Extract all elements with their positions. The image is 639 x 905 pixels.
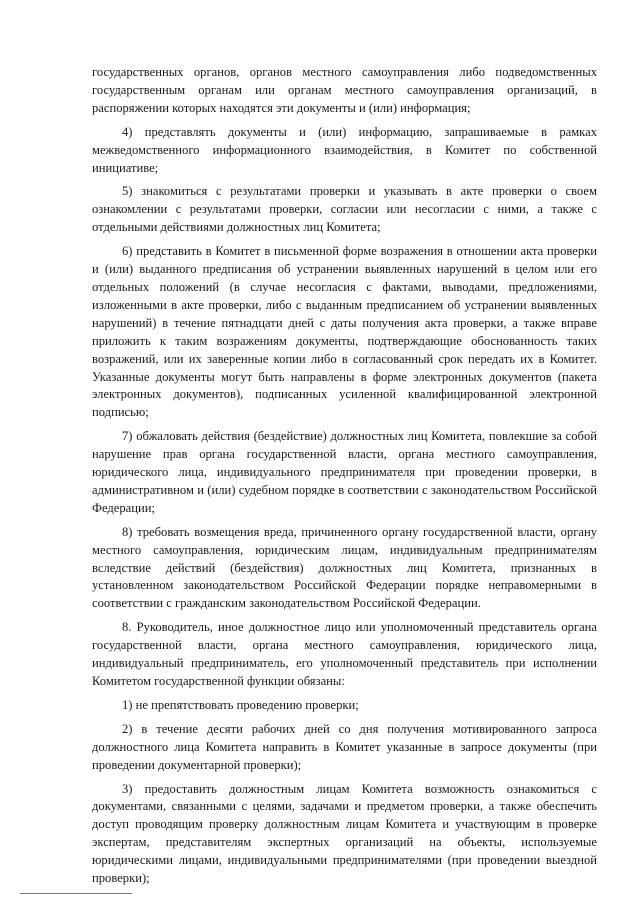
paragraph-item-7: 7) обжаловать действия (бездействие) должностных лиц Комитета, повлекшие за собой нарушение прав органа государственной власти, органа местного самоуправления, юридического лица, индивидуального предпринимателя при проведении проверки, в административном и (или) судебном порядке в соответствии с законодательством Российской Федерации;: [92, 429, 597, 515]
document-page: [92, 64, 597, 894]
paragraph-item-6: 6) представить в Комитет в письменной форме возражения в отношении акта проверки и (или) выданного предписания об устранении выявленных нарушений в целом или его отдельных положений (в случае несогласия с фактами, выводами, предложениями, изложенными в акте проверки, либо с выданным предписанием об устранении выявленных нарушений) в течение пятнадцати дней с даты получения акта проверки, а также вправе приложить к таким возражениям документы, подтверждающие обоснованность таких возражений, или их заверенные копии либо в согласованный срок передать их в Комитет. Указанные документы могут быть направлены в форме электронных документов (пакета электронных документов), подписанных усиленной квалифицированной электронной подписью;: [92, 244, 597, 420]
duty-item-2: 2) в течение десяти рабочих дней со дня получения мотивированного запроса должностного лица Комитета направить в Комитет указанные в запросе документы (при проведении документарной проверки);: [92, 721, 597, 772]
footer-divider: [20, 893, 132, 894]
paragraph-continuation: государственных органов, органов местного самоуправления либо подведомственных государственным органам или органам местного самоуправления организаций, в распоряжении которых находятся эти документы и (или) информация;: [92, 65, 597, 115]
paragraph-item-8: 8) требовать возмещения вреда, причиненного органу государственной власти, органу местного самоуправления, юридическим лицам, индивидуальным предпринимателям вследствие действий (бездействия) должностных лиц Комитета, признанных в установленном законодательством Российской Федерации порядке неправомерными в соответствии с гражданским законодательством Российской Федерации.: [92, 524, 597, 611]
paragraph-item-5: 5) знакомиться с результатами проверки и указывать в акте проверки о своем ознакомлении с результатами проверки, согласии или несогласии с ними, а также с отдельными действиями должностных лиц Комитета;: [92, 184, 597, 235]
section-8-heading-paragraph: 8. Руководитель, иное должностное лицо или уполномоченный представитель органа государственной власти, органа местного самоуправления, юридического лица, индивидуальный предприниматель, его уполномоченный представитель при исполнении Комитетом государственной функции обязаны:: [92, 620, 597, 688]
duty-item-3: 3) предоставить должностным лицам Комитета возможность ознакомиться с документами, связанными с целями, задачами и предметом проверки, а также обеспечить доступ проводящим проверку должностным лицам Комитета и участвующим в проверке экспертам, представителям экспертных организаций на объекты, используемые юридическими лицами, индивидуальными предпринимателями (при проведении выездной проверки);: [92, 781, 597, 886]
duty-item-1: 1) не препятствовать проведению проверки;: [122, 697, 359, 712]
paragraph-item-4: 4) представлять документы и (или) информацию, запрашиваемые в рамках межведомственного информационного взаимодействия, в Комитет по собственной инициативе;: [92, 124, 597, 175]
